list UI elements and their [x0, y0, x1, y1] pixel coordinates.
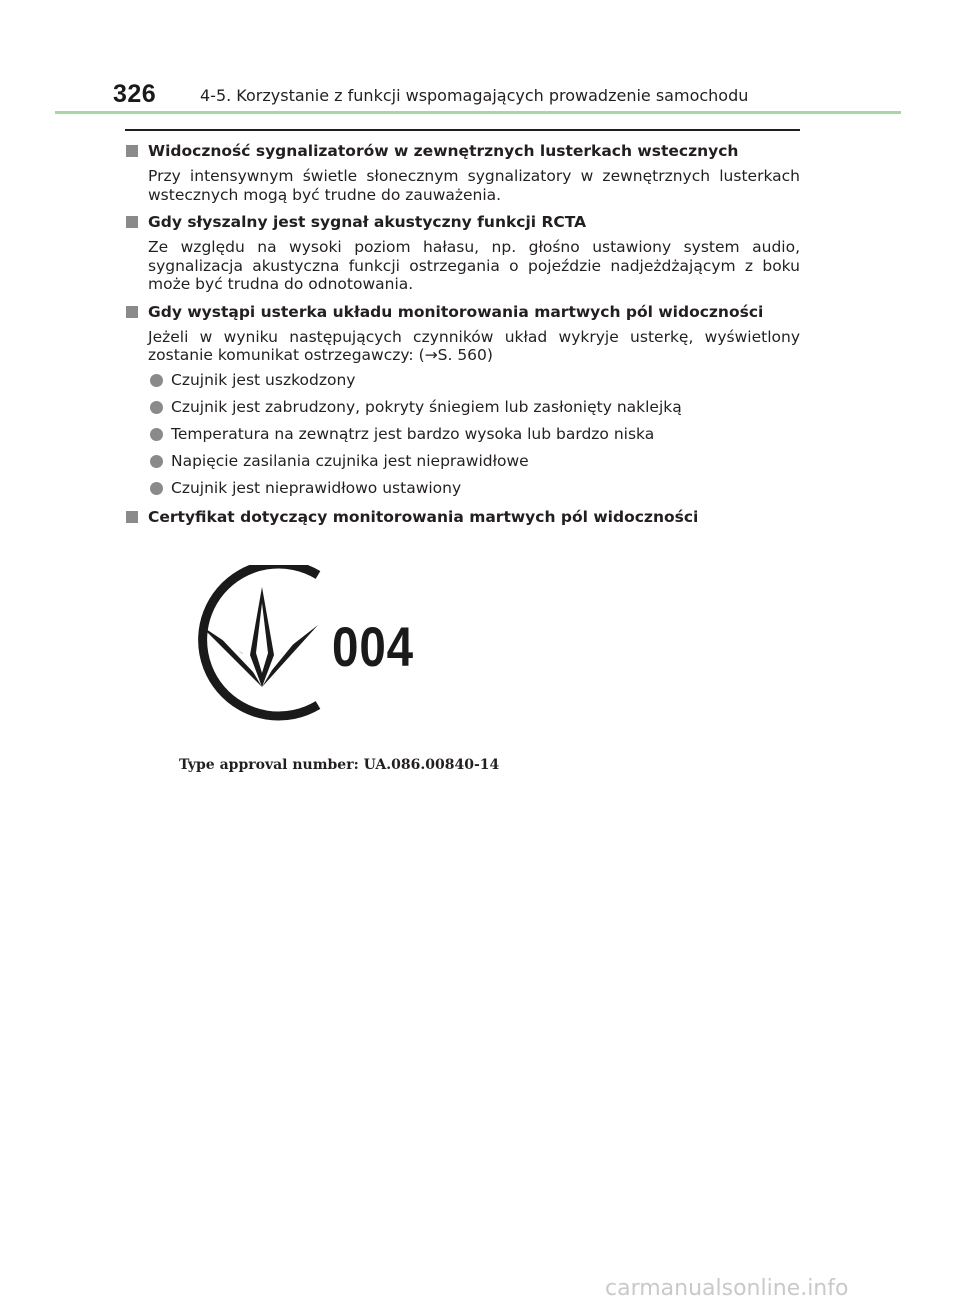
section-heading-text: Gdy słyszalny jest sygnał akustyczny funkcji RCTA — [148, 213, 587, 231]
list-item-text: Temperatura na zewnątrz jest bardzo wysoka lub bardzo niska — [171, 424, 655, 443]
gray-square-icon — [126, 511, 138, 523]
list-item-text: Napięcie zasilania czujnika jest nieprawidłowe — [171, 451, 529, 470]
gray-square-icon — [126, 216, 138, 228]
section-heading-text: Gdy wystąpi usterka układu monitorowania martwych pól widoczności — [148, 302, 764, 321]
list-item — [125, 398, 800, 417]
section-paragraph: Ze względu na wysoki poziom hałasu, np. głośno ustawiony system audio, sygnalizacja akustyczna funkcji ostrzegania o pojeździe nadjeżdżającym z boku może być trudna do odnotowania. — [148, 238, 800, 293]
page-reference-link[interactable]: (→S. 560) — [418, 346, 493, 364]
section-heading — [125, 301, 800, 323]
section-paragraph: Przy intensywnym świetle słonecznym sygnalizatory w zewnętrznych lusterkach wstecznych mogą być trudne do zauważenia. — [148, 167, 800, 204]
watermark: carmanualsonline.info — [605, 1276, 849, 1301]
chapter-title: 4-5. Korzystanie z funkcji wspomagających prowadzenie samochodu — [200, 86, 749, 105]
gray-square-icon — [126, 306, 138, 318]
list-item-text: Czujnik jest uszkodzony — [171, 370, 356, 389]
section-divider — [125, 129, 800, 131]
list-item — [125, 452, 800, 471]
gray-square-icon — [126, 145, 138, 157]
section-heading — [125, 211, 800, 233]
list-item-text: Czujnik jest nieprawidłowo ustawiony — [171, 478, 462, 497]
header-divider — [55, 111, 901, 114]
cause-list — [125, 371, 800, 498]
section-malfunction — [125, 301, 800, 498]
gray-circle-icon — [150, 401, 163, 414]
list-item-text: Czujnik jest zabrudzony, pokryty śniegiem lub zasłonięty naklejką — [171, 397, 682, 416]
type-approval-number: Type approval number: UA.086.00840-14 — [179, 757, 500, 773]
section-certificate — [125, 506, 800, 528]
section-heading-text: Certyfikat dotyczący monitorowania martwych pól widoczności — [148, 507, 699, 526]
section-rcta-sound — [125, 211, 800, 294]
gray-circle-icon — [150, 374, 163, 387]
page-number: 326 — [113, 80, 157, 108]
section-heading-text: Widoczność sygnalizatorów w zewnętrznych lusterkach wstecznych — [148, 142, 739, 160]
paragraph-text: Jeżeli w wyniku następujących czynników układ wykryje usterkę, wyświetlony zostanie komunikat ostrzegawczy: — [148, 327, 800, 364]
section-paragraph — [125, 328, 800, 365]
certificate-number: 004 — [332, 615, 414, 678]
list-item — [125, 479, 800, 498]
list-item — [125, 425, 800, 444]
list-item — [125, 371, 800, 390]
section-mirror-indicators — [125, 140, 800, 204]
gray-circle-icon — [150, 482, 163, 495]
gray-circle-icon — [150, 428, 163, 441]
page-header — [0, 0, 960, 118]
section-heading — [125, 506, 800, 528]
page-content — [125, 140, 800, 535]
gray-circle-icon — [150, 455, 163, 468]
section-heading — [125, 140, 800, 162]
